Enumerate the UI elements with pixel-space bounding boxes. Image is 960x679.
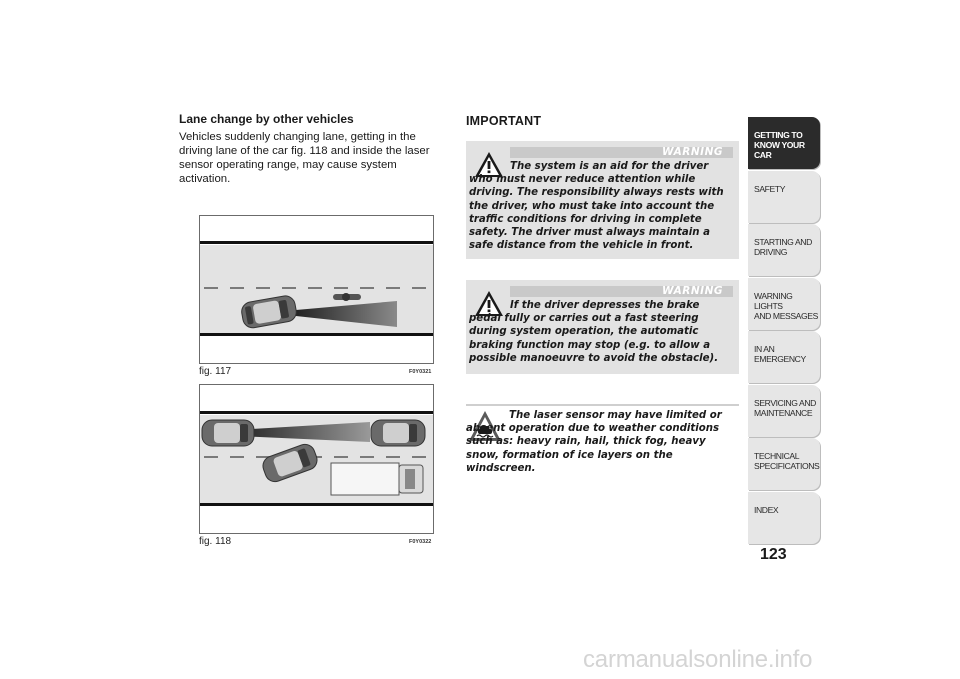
figure-117-label: fig. 117: [199, 366, 232, 377]
warning-text: If the driver depresses the brake pedal fully or carries out a fast steering during system operation, the automatic braking function may stop (e.g. to allow a possible manoeuvre to avoid the obstacle).: [469, 300, 719, 364]
figure-118-label: fig. 118: [199, 536, 232, 547]
figure-118-image: [199, 384, 434, 534]
tab-starting-and-driving[interactable]: STARTING AND DRIVING: [748, 224, 820, 276]
warning-text: The system is an aid for the driver who must never reduce attention while driving. The responsibility always rests with the driver, who must take into account the traffic conditions for driving in complete safety. The driver must always maintain a safe distance from the vehicle in front.: [469, 161, 724, 252]
watermark: carmanualsonline.info: [583, 646, 813, 673]
page-number: 123: [760, 546, 787, 563]
section-heading: Lane change by other vehicles: [179, 112, 354, 126]
tab-technical-specifications[interactable]: TECHNICAL SPECIFICATIONS: [748, 438, 820, 490]
warning-label: WARNING: [510, 147, 733, 158]
warning-label: WARNING: [510, 286, 733, 297]
section-paragraph: Vehicles suddenly changing lane, getting in the driving lane of the car fig. 118 and inside the laser sensor operating range, may cause system activation.: [179, 131, 430, 185]
tab-safety[interactable]: SAFETY: [748, 171, 820, 223]
warning-box: [466, 141, 739, 259]
figure-117-image: [199, 215, 434, 364]
note-text: The laser sensor may have limited or absent operation due to weather conditions such as: heavy rain, hail, thick fog, heavy snow, formation of ice layers on the windscreen.: [466, 410, 722, 474]
chapter-tabs: [748, 117, 820, 545]
note-box: [466, 404, 739, 480]
tab-warning-lights[interactable]: WARNING LIGHTS AND MESSAGES: [748, 278, 820, 330]
important-title: IMPORTANT: [466, 114, 542, 128]
tab-getting-to-know-your-car[interactable]: GETTING TO KNOW YOUR CAR: [748, 117, 820, 169]
warning-box: [466, 280, 739, 374]
tab-in-an-emergency[interactable]: IN AN EMERGENCY: [748, 331, 820, 383]
tab-index[interactable]: INDEX: [748, 492, 820, 544]
figure-117-code: F0Y0321: [409, 369, 432, 375]
note-divider: [466, 404, 739, 406]
tab-servicing[interactable]: SERVICING AND MAINTENANCE: [748, 385, 820, 437]
figure-118-code: F0Y0322: [409, 539, 432, 545]
